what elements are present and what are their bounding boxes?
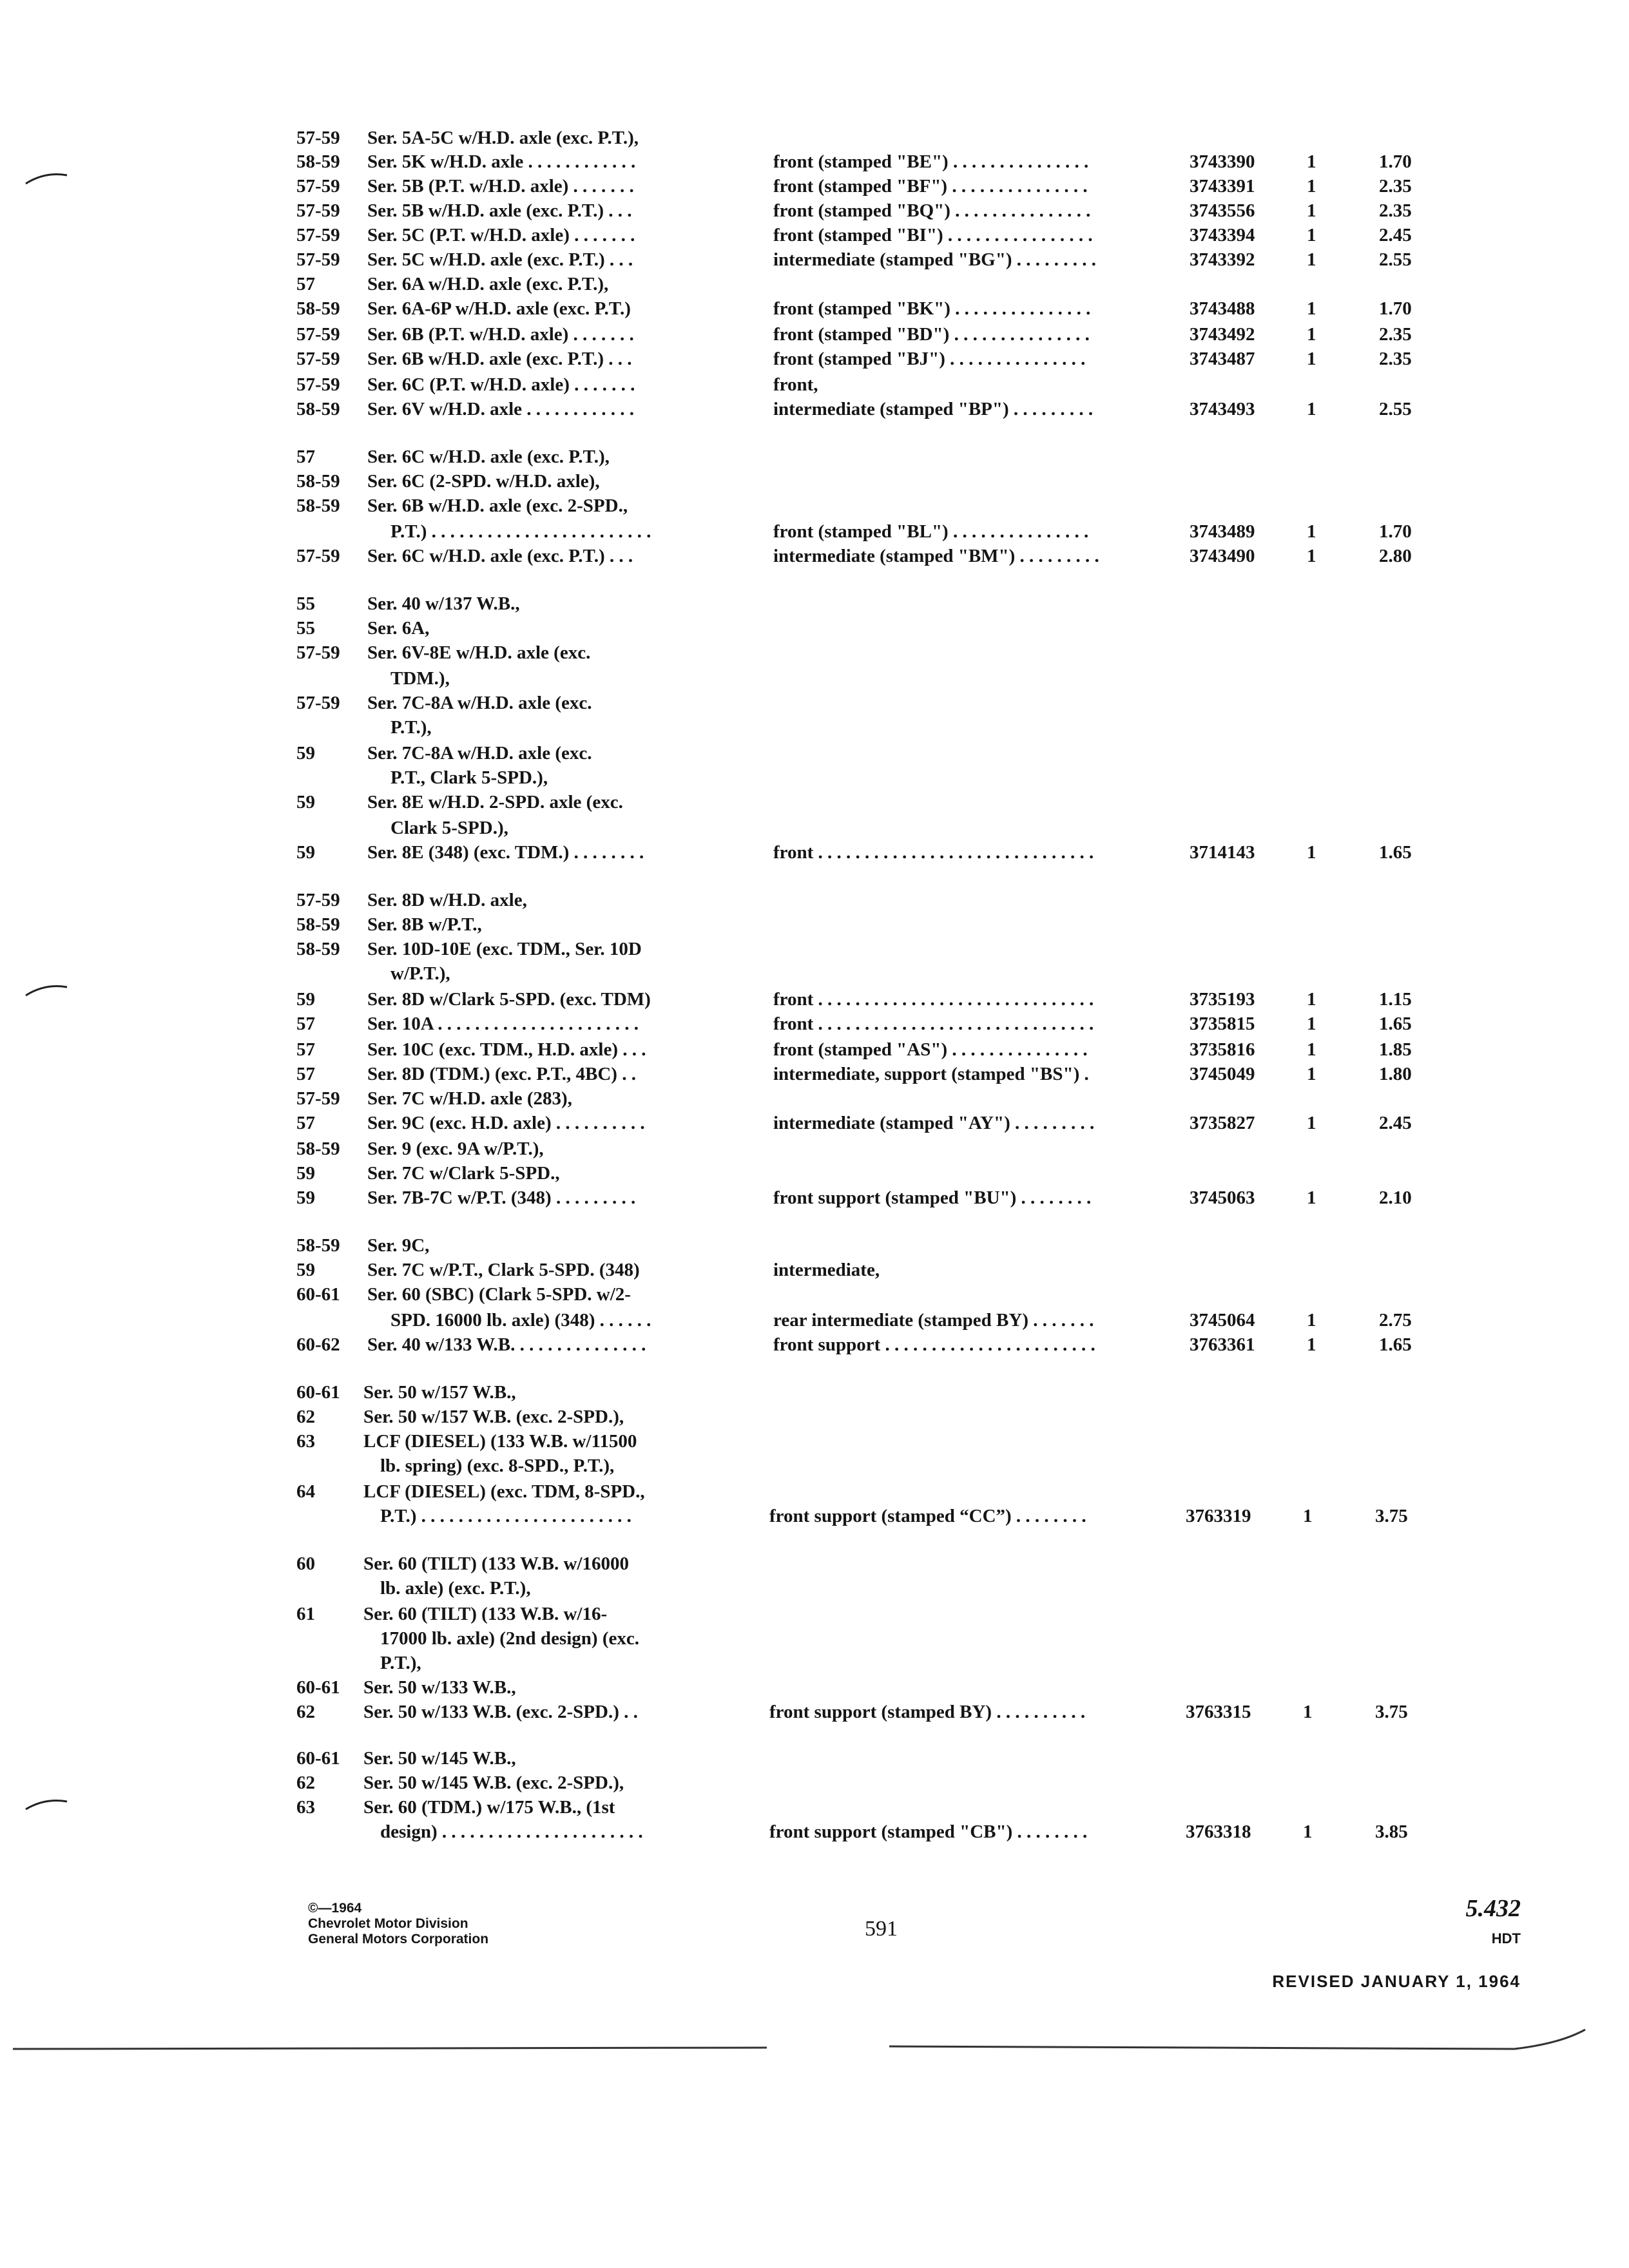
quantity-cell: 1	[1307, 842, 1316, 863]
table-row	[296, 272, 1482, 296]
year-cell: 59	[296, 989, 315, 1010]
application-cell: Ser. 50 w/157 W.B.,	[363, 1382, 516, 1403]
part-number-cell: 3743394	[1190, 225, 1255, 245]
year-cell: 57-59	[296, 374, 340, 395]
quantity-cell: 1	[1307, 1310, 1316, 1331]
table-row	[296, 1405, 1482, 1429]
year-cell: 59	[296, 1260, 315, 1280]
year-cell: 57-59	[296, 1088, 340, 1109]
part-number-cell: 3714143	[1190, 842, 1255, 863]
table-row	[296, 1626, 1482, 1651]
price-cell: 2.35	[1379, 176, 1412, 197]
table-row	[296, 1795, 1482, 1820]
bottom-rule	[889, 2030, 1585, 2049]
part-number-cell: 3743556	[1190, 200, 1255, 221]
description-cell: front support (stamped BY) . . . . . . . . . .	[769, 1702, 1086, 1722]
price-cell: 1.70	[1379, 151, 1412, 172]
table-row	[296, 198, 1482, 223]
table-row	[296, 616, 1482, 640]
application-cell: Ser. 50 w/145 W.B. (exc. 2-SPD.),	[363, 1773, 624, 1793]
description-cell: front (stamped "BD") . . . . . . . . . . . . . . .	[773, 324, 1090, 345]
application-cell: 17000 lb. axle) (2nd design) (exc.	[380, 1628, 639, 1649]
table-row	[296, 494, 1482, 518]
price-cell: 2.35	[1379, 200, 1412, 221]
part-number-cell: 3763315	[1186, 1702, 1251, 1722]
bottom-rule	[13, 2048, 767, 2049]
application-cell: Ser. 60 (TILT) (133 W.B. w/16000	[363, 1553, 629, 1574]
year-cell: 57-59	[296, 176, 340, 197]
year-cell: 57-59	[296, 324, 340, 345]
application-cell: Ser. 60 (SBC) (Clark 5-SPD. w/2-	[367, 1284, 631, 1305]
quantity-cell: 1	[1307, 1064, 1316, 1084]
price-cell: 2.55	[1379, 399, 1412, 419]
application-cell: w/P.T.),	[390, 963, 450, 984]
year-cell: 58-59	[296, 151, 340, 172]
description-cell: front support . . . . . . . . . . . . . . . . . . . . . . .	[773, 1334, 1095, 1355]
price-cell: 2.35	[1379, 349, 1412, 369]
table-row	[296, 445, 1482, 469]
application-cell: lb. axle) (exc. P.T.),	[380, 1578, 531, 1599]
part-number-cell: 3735193	[1190, 989, 1255, 1010]
part-number-cell: 3745064	[1190, 1310, 1255, 1331]
application-cell: LCF (DIESEL) (133 W.B. w/11500	[363, 1431, 637, 1452]
year-cell: 59	[296, 792, 315, 812]
table-row	[296, 888, 1482, 912]
application-cell: Ser. 7C w/Clark 5-SPD.,	[367, 1163, 560, 1184]
table-row	[296, 1161, 1482, 1186]
table-row	[296, 519, 1482, 544]
quantity-cell: 1	[1307, 1014, 1316, 1034]
year-cell: 55	[296, 593, 315, 614]
year-cell: 57-59	[296, 890, 340, 910]
year-cell: 58-59	[296, 1235, 340, 1256]
part-number-cell: 3735816	[1190, 1039, 1255, 1060]
application-cell: Ser. 9C,	[367, 1235, 430, 1256]
table-row	[296, 322, 1482, 347]
price-cell: 2.35	[1379, 324, 1412, 345]
description-cell: front (stamped "BE") . . . . . . . . . . . . . . .	[773, 151, 1089, 172]
application-cell: Ser. 9 (exc. 9A w/P.T.),	[367, 1139, 544, 1159]
table-row	[296, 1479, 1482, 1504]
quantity-cell: 1	[1307, 324, 1316, 345]
price-cell: 2.55	[1379, 249, 1412, 270]
price-cell: 1.65	[1379, 842, 1412, 863]
description-cell: front support (stamped "CB") . . . . . . . .	[769, 1821, 1088, 1842]
year-cell: 57-59	[296, 225, 340, 245]
application-cell: Ser. 5B w/H.D. axle (exc. P.T.) . . .	[367, 200, 632, 221]
description-cell: front (stamped "AS") . . . . . . . . . . . . . . .	[773, 1039, 1088, 1060]
table-row	[296, 987, 1482, 1012]
year-cell: 57-59	[296, 546, 340, 566]
year-cell: 57-59	[296, 642, 340, 663]
year-cell: 59	[296, 1163, 315, 1184]
quantity-cell: 1	[1307, 298, 1316, 319]
corporation-name: General Motors Corporation	[308, 1932, 489, 1946]
application-cell: design) . . . . . . . . . . . . . . . . . . . . . .	[380, 1821, 643, 1842]
quantity-cell: 1	[1307, 1039, 1316, 1060]
quantity-cell: 1	[1303, 1506, 1313, 1526]
table-row	[296, 296, 1482, 321]
description-cell: front (stamped "BL") . . . . . . . . . . . . . . .	[773, 521, 1089, 542]
table-row	[296, 397, 1482, 421]
application-cell: Ser. 6C w/H.D. axle (exc. P.T.) . . .	[367, 546, 633, 566]
year-cell: 58-59	[296, 298, 340, 319]
part-number-cell: 3763318	[1186, 1821, 1251, 1842]
table-row	[296, 1258, 1482, 1282]
year-cell: 60-61	[296, 1677, 340, 1698]
quantity-cell: 1	[1307, 151, 1316, 172]
application-cell: Ser. 60 (TILT) (133 W.B. w/16-	[363, 1604, 608, 1624]
table-row	[296, 765, 1482, 790]
table-row	[296, 1820, 1482, 1844]
application-cell: Ser. 6A,	[367, 618, 430, 639]
table-row	[296, 961, 1482, 986]
part-number-cell: 3735815	[1190, 1014, 1255, 1034]
application-cell: LCF (DIESEL) (exc. TDM, 8-SPD.,	[363, 1481, 645, 1502]
year-cell: 58-59	[296, 914, 340, 935]
application-cell: Ser. 50 w/145 W.B.,	[363, 1748, 516, 1769]
description-cell: front . . . . . . . . . . . . . . . . . . . . . . . . . . . . . .	[773, 1014, 1094, 1034]
part-number-cell: 3763319	[1186, 1506, 1251, 1526]
table-row	[296, 666, 1482, 691]
description-cell: rear intermediate (stamped BY) . . . . . . .	[773, 1310, 1094, 1331]
application-cell: Ser. 6V-8E w/H.D. axle (exc.	[367, 642, 591, 663]
part-number-cell: 3745063	[1190, 1187, 1255, 1208]
year-cell: 60-62	[296, 1334, 340, 1355]
description-cell: front . . . . . . . . . . . . . . . . . . . . . . . . . . . . . .	[773, 989, 1094, 1010]
part-number-cell: 3743391	[1190, 176, 1255, 197]
application-cell: Ser. 6A-6P w/H.D. axle (exc. P.T.)	[367, 298, 631, 319]
table-row	[296, 1504, 1482, 1528]
quantity-cell: 1	[1307, 1187, 1316, 1208]
application-cell: Ser. 7C w/H.D. axle (283),	[367, 1088, 572, 1109]
year-cell: 59	[296, 842, 315, 863]
year-cell: 57-59	[296, 693, 340, 713]
table-row	[296, 174, 1482, 198]
description-cell: front (stamped "BF") . . . . . . . . . . . . . . .	[773, 176, 1088, 197]
part-number-cell: 3743493	[1190, 399, 1255, 419]
year-cell: 62	[296, 1702, 315, 1722]
application-cell: Ser. 5A-5C w/H.D. axle (exc. P.T.),	[367, 128, 639, 148]
application-cell: Ser. 50 w/157 W.B. (exc. 2-SPD.),	[363, 1407, 624, 1427]
application-cell: P.T.),	[380, 1653, 421, 1673]
table-row	[296, 1675, 1482, 1700]
application-cell: Ser. 60 (TDM.) w/175 W.B., (1st	[363, 1797, 615, 1818]
description-cell: intermediate, support (stamped "BS") .	[773, 1064, 1089, 1084]
year-cell: 57-59	[296, 349, 340, 369]
quantity-cell: 1	[1307, 200, 1316, 221]
application-cell: Ser. 6C (P.T. w/H.D. axle) . . . . . . .	[367, 374, 635, 395]
description-cell: intermediate (stamped "BM") . . . . . . . . .	[773, 546, 1099, 566]
price-cell: 2.45	[1379, 225, 1412, 245]
description-cell: front support (stamped "BU") . . . . . . . .	[773, 1187, 1092, 1208]
application-cell: Ser. 8B w/P.T.,	[367, 914, 482, 935]
application-cell: P.T.),	[390, 717, 432, 738]
application-cell: Ser. 6C w/H.D. axle (exc. P.T.),	[367, 447, 610, 467]
application-cell: Ser. 10D-10E (exc. TDM., Ser. 10D	[367, 939, 642, 959]
table-row	[296, 1429, 1482, 1454]
year-cell: 58-59	[296, 471, 340, 492]
price-cell: 1.80	[1379, 1064, 1412, 1084]
application-cell: Ser. 6V w/H.D. axle . . . . . . . . . . . .	[367, 399, 635, 419]
application-cell: Ser. 7C w/P.T., Clark 5-SPD. (348)	[367, 1260, 640, 1280]
part-number-cell: 3743390	[1190, 151, 1255, 172]
application-cell: Ser. 9C (exc. H.D. axle) . . . . . . . . . .	[367, 1113, 645, 1133]
table-row	[296, 1552, 1482, 1576]
quantity-cell: 1	[1307, 225, 1316, 245]
table-row	[296, 691, 1482, 715]
table-row	[296, 1651, 1482, 1675]
punch-hole-mark	[26, 175, 67, 184]
application-cell: Ser. 6B (P.T. w/H.D. axle) . . . . . . .	[367, 324, 634, 345]
description-cell: intermediate (stamped "BG") . . . . . . . . .	[773, 249, 1096, 270]
application-cell: Ser. 5C (P.T. w/H.D. axle) . . . . . . .	[367, 225, 635, 245]
year-cell: 62	[296, 1407, 315, 1427]
year-cell: 62	[296, 1773, 315, 1793]
table-row	[296, 1037, 1482, 1062]
table-row	[296, 247, 1482, 272]
year-cell: 57	[296, 1039, 315, 1060]
description-cell: intermediate (stamped "BP") . . . . . . . . .	[773, 399, 1094, 419]
table-row	[296, 640, 1482, 665]
table-row	[296, 1062, 1482, 1086]
part-number-cell: 3743487	[1190, 349, 1255, 369]
year-cell: 58-59	[296, 399, 340, 419]
division-name: Chevrolet Motor Division	[308, 1916, 468, 1931]
table-row	[296, 372, 1482, 397]
part-number-cell: 3743492	[1190, 324, 1255, 345]
year-cell: 64	[296, 1481, 315, 1502]
punch-hole-mark	[26, 986, 67, 995]
table-row	[296, 469, 1482, 494]
application-cell: Clark 5-SPD.),	[390, 818, 508, 838]
table-row	[296, 1086, 1482, 1111]
description-cell: front (stamped "BK") . . . . . . . . . . . . . . .	[773, 298, 1091, 319]
table-row	[296, 1576, 1482, 1600]
application-cell: Ser. 10A . . . . . . . . . . . . . . . . . . . . . .	[367, 1014, 639, 1034]
price-cell: 2.10	[1379, 1187, 1412, 1208]
description-cell: front (stamped "BI") . . . . . . . . . . . . . . . .	[773, 225, 1093, 245]
application-cell: Ser. 40 w/133 W.B. . . . . . . . . . . . . . .	[367, 1334, 646, 1355]
quantity-cell: 1	[1307, 521, 1316, 542]
year-cell: 57-59	[296, 128, 340, 148]
table-row	[296, 741, 1482, 765]
application-cell: Ser. 8E (348) (exc. TDM.) . . . . . . . .	[367, 842, 644, 863]
revised-date: REVISED JANUARY 1, 1964	[1272, 1972, 1521, 1991]
application-cell: Ser. 5C w/H.D. axle (exc. P.T.) . . .	[367, 249, 633, 270]
year-cell: 60-61	[296, 1284, 340, 1305]
year-cell: 60	[296, 1553, 315, 1574]
table-row	[296, 223, 1482, 247]
description-cell: intermediate,	[773, 1260, 880, 1280]
year-cell: 63	[296, 1431, 315, 1452]
quantity-cell: 1	[1307, 349, 1316, 369]
price-cell: 1.85	[1379, 1039, 1412, 1060]
price-cell: 1.65	[1379, 1334, 1412, 1355]
part-number-cell: 3743392	[1190, 249, 1255, 270]
table-row	[296, 840, 1482, 865]
table-row	[296, 1111, 1482, 1135]
application-cell: Ser. 8D w/Clark 5-SPD. (exc. TDM)	[367, 989, 651, 1010]
price-cell: 2.75	[1379, 1310, 1412, 1331]
table-row	[296, 149, 1482, 174]
application-cell: Ser. 6B w/H.D. axle (exc. 2-SPD.,	[367, 495, 628, 516]
description-cell: front (stamped "BQ") . . . . . . . . . . . . . . .	[773, 200, 1091, 221]
application-cell: Ser. 8D (TDM.) (exc. P.T., 4BC) . .	[367, 1064, 636, 1084]
application-cell: P.T., Clark 5-SPD.),	[390, 767, 548, 788]
table-row	[296, 1332, 1482, 1357]
table-row	[296, 790, 1482, 814]
application-cell: SPD. 16000 lb. axle) (348) . . . . . .	[390, 1310, 651, 1331]
description-cell: front support (stamped “CC”) . . . . . . . .	[769, 1506, 1086, 1526]
price-cell: 3.85	[1375, 1821, 1408, 1842]
table-row	[296, 1380, 1482, 1405]
quantity-cell: 1	[1307, 1334, 1316, 1355]
table-row	[296, 1137, 1482, 1161]
application-cell: Ser. 6A w/H.D. axle (exc. P.T.),	[367, 274, 609, 294]
section-code: HDT	[1491, 1930, 1521, 1946]
table-row	[296, 544, 1482, 568]
year-cell: 59	[296, 743, 315, 764]
quantity-cell: 1	[1307, 989, 1316, 1010]
part-number-cell: 3743490	[1190, 546, 1255, 566]
year-cell: 57	[296, 447, 315, 467]
year-cell: 58-59	[296, 495, 340, 516]
year-cell: 57-59	[296, 249, 340, 270]
table-row	[296, 1454, 1482, 1478]
description-cell: intermediate (stamped "AY") . . . . . . . . .	[773, 1113, 1095, 1133]
year-cell: 55	[296, 618, 315, 639]
quantity-cell: 1	[1307, 546, 1316, 566]
year-cell: 57	[296, 1064, 315, 1084]
quantity-cell: 1	[1307, 176, 1316, 197]
table-row	[296, 1602, 1482, 1626]
copyright-block	[308, 1901, 488, 1947]
table-row	[296, 1700, 1482, 1724]
table-row	[296, 1308, 1482, 1332]
price-cell: 2.80	[1379, 546, 1412, 566]
table-row	[296, 591, 1482, 616]
application-cell: Ser. 8D w/H.D. axle,	[367, 890, 527, 910]
part-number-cell: 3745049	[1190, 1064, 1255, 1084]
price-cell: 1.70	[1379, 298, 1412, 319]
price-cell: 1.70	[1379, 521, 1412, 542]
year-cell: 58-59	[296, 939, 340, 959]
table-row	[296, 1186, 1482, 1210]
year-cell: 60-61	[296, 1748, 340, 1769]
table-row	[296, 1746, 1482, 1771]
application-cell: Ser. 40 w/137 W.B.,	[367, 593, 520, 614]
application-cell: Ser. 7B-7C w/P.T. (348) . . . . . . . . .	[367, 1187, 636, 1208]
part-number-cell: 3743488	[1190, 298, 1255, 319]
table-row	[296, 937, 1482, 961]
description-cell: front (stamped "BJ") . . . . . . . . . . . . . . .	[773, 349, 1086, 369]
application-cell: Ser. 7C-8A w/H.D. axle (exc.	[367, 743, 592, 764]
price-cell: 3.75	[1375, 1702, 1408, 1722]
description-cell: front,	[773, 374, 818, 395]
table-row	[296, 347, 1482, 371]
copyright-year: ©—1964	[308, 1901, 362, 1916]
application-cell: Ser. 5B (P.T. w/H.D. axle) . . . . . . .	[367, 176, 634, 197]
year-cell: 59	[296, 1187, 315, 1208]
year-cell: 61	[296, 1604, 315, 1624]
application-cell: Ser. 6C (2-SPD. w/H.D. axle),	[367, 471, 600, 492]
section-number: 5.432	[1465, 1895, 1521, 1922]
application-cell: Ser. 50 w/133 W.B.,	[363, 1677, 516, 1698]
year-cell: 57-59	[296, 200, 340, 221]
table-row	[296, 912, 1482, 937]
quantity-cell: 1	[1307, 249, 1316, 270]
year-cell: 63	[296, 1797, 315, 1818]
table-row	[296, 816, 1482, 840]
year-cell: 60-61	[296, 1382, 340, 1403]
year-cell: 58-59	[296, 1139, 340, 1159]
application-cell: lb. spring) (exc. 8-SPD., P.T.),	[380, 1456, 615, 1476]
price-cell: 1.65	[1379, 1014, 1412, 1034]
part-number-cell: 3735827	[1190, 1113, 1255, 1133]
year-cell: 57	[296, 274, 315, 294]
application-cell: Ser. 50 w/133 W.B. (exc. 2-SPD.) . .	[363, 1702, 638, 1722]
application-cell: P.T.) . . . . . . . . . . . . . . . . . . . . . . .	[380, 1506, 631, 1526]
application-cell: Ser. 6B w/H.D. axle (exc. P.T.) . . .	[367, 349, 632, 369]
table-row	[296, 1012, 1482, 1036]
price-cell: 2.45	[1379, 1113, 1412, 1133]
table-row	[296, 1233, 1482, 1258]
application-cell: Ser. 5K w/H.D. axle . . . . . . . . . . . .	[367, 151, 636, 172]
application-cell: Ser. 10C (exc. TDM., H.D. axle) . . .	[367, 1039, 646, 1060]
part-number-cell: 3763361	[1190, 1334, 1255, 1355]
quantity-cell: 1	[1307, 399, 1316, 419]
application-cell: Ser. 7C-8A w/H.D. axle (exc.	[367, 693, 592, 713]
application-cell: TDM.),	[390, 668, 450, 689]
page-number: 591	[865, 1917, 898, 1941]
table-row	[296, 715, 1482, 740]
application-cell: P.T.) . . . . . . . . . . . . . . . . . . . . . . . .	[390, 521, 651, 542]
table-row	[296, 1771, 1482, 1795]
description-cell: front . . . . . . . . . . . . . . . . . . . . . . . . . . . . . .	[773, 842, 1094, 863]
quantity-cell: 1	[1303, 1702, 1313, 1722]
part-number-cell: 3743489	[1190, 521, 1255, 542]
table-row	[296, 126, 1482, 150]
year-cell: 57	[296, 1014, 315, 1034]
punch-hole-mark	[26, 1801, 67, 1810]
quantity-cell: 1	[1303, 1821, 1313, 1842]
price-cell: 3.75	[1375, 1506, 1408, 1526]
year-cell: 57	[296, 1113, 315, 1133]
application-cell: Ser. 8E w/H.D. 2-SPD. axle (exc.	[367, 792, 623, 812]
table-row	[296, 1282, 1482, 1307]
quantity-cell: 1	[1307, 1113, 1316, 1133]
price-cell: 1.15	[1379, 989, 1412, 1010]
